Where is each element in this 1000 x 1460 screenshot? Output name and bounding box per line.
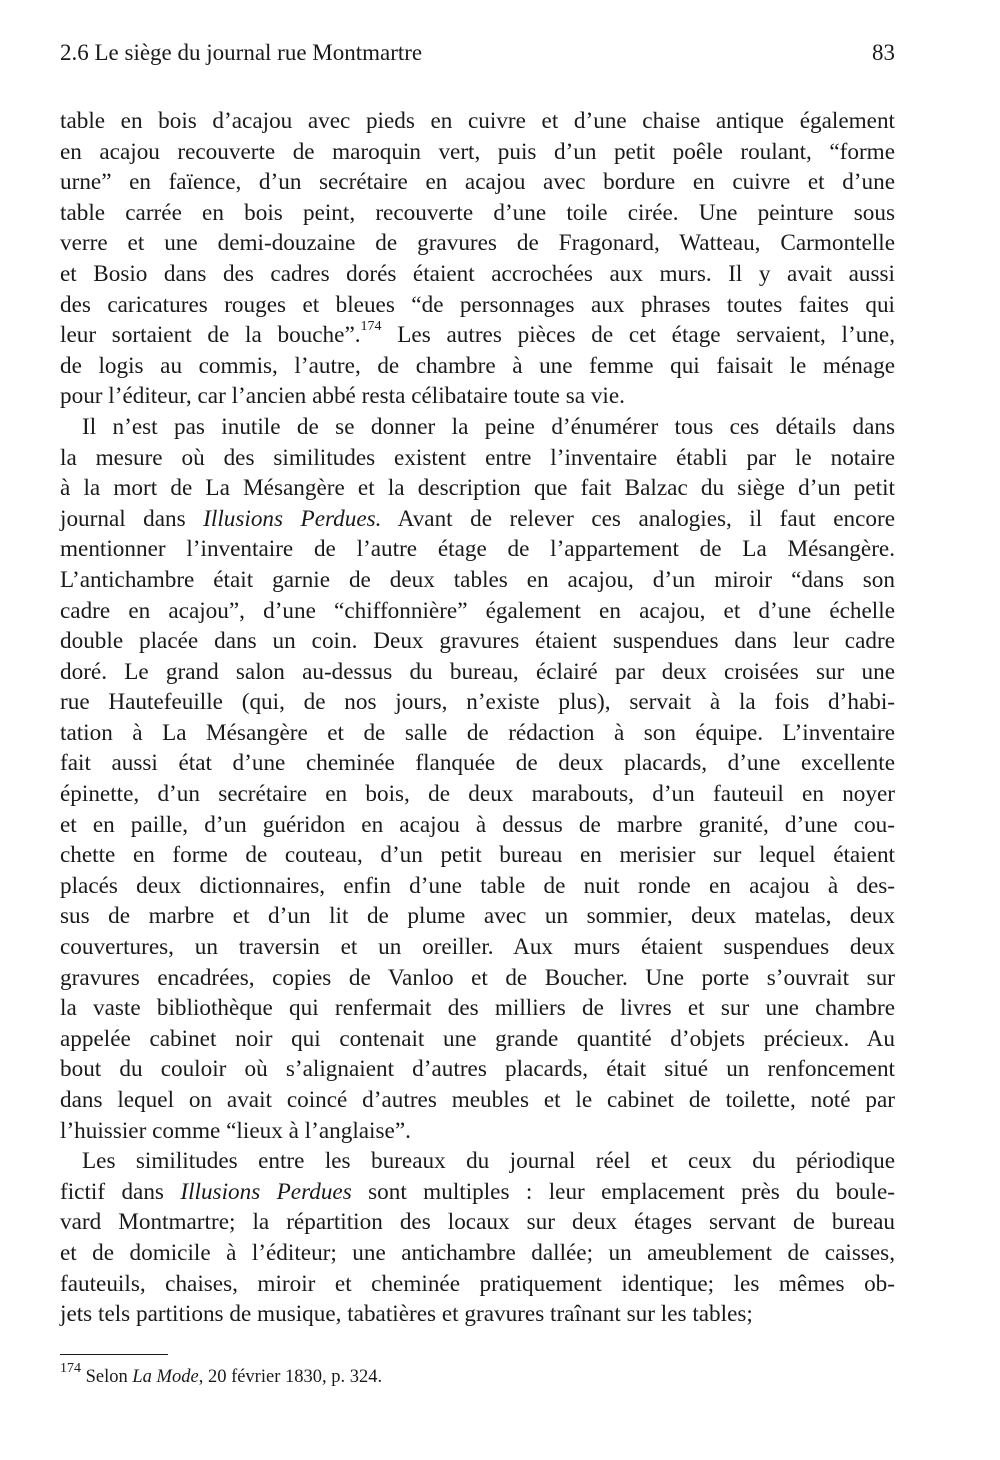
text-line bbox=[60, 320, 895, 351]
text-line: Il n’est pas inutile de se donner la peine d’énumérer tous ces détails dans bbox=[82, 413, 895, 440]
text-line: fait aussi état d’une cheminée flanquée de deux placards, d’une excellente bbox=[60, 750, 895, 777]
footnote-reference: 174 bbox=[360, 319, 382, 335]
footnote-text-after: , 20 février 1830, p. 324. bbox=[198, 1367, 383, 1387]
text-line: en acajou recouverte de maroquin vert, puis d’un petit poêle roulant, “forme bbox=[60, 138, 895, 165]
text-line: verre et une demi-douzaine de gravures de Fragonard, Watteau, Carmontelle bbox=[60, 230, 895, 257]
text-line: gravures encadrées, copies de Vanloo et de Boucher. Une porte s’ouvrait sur bbox=[60, 964, 895, 991]
line-segment: journal dans bbox=[60, 505, 204, 532]
footnote-174 bbox=[60, 1360, 383, 1390]
paragraph bbox=[60, 1146, 895, 1330]
text-line: sus de marbre et d’un lit de plume avec un sommier, deux matelas, deux bbox=[60, 903, 895, 930]
text-line: bout du couloir où s’alignaient d’autres placards, était situé un renfoncement bbox=[60, 1056, 895, 1083]
text-line: table en bois d’acajou avec pieds en cuivre et d’une chaise antique également bbox=[60, 108, 895, 134]
text-line: et Bosio dans des cadres dorés étaient accrochées aux murs. Il y avait aussi bbox=[60, 260, 895, 287]
text-line: fauteuils, chaises, miroir et cheminée pratiquement identique; les mêmes ob- bbox=[60, 1270, 895, 1297]
text-line: mentionner l’inventaire de l’autre étage de l’appartement de La Mésangère. bbox=[60, 536, 895, 563]
text-line: et en paille, d’un guéridon en acajou à dessus de marbre granité, d’une cou- bbox=[60, 811, 895, 838]
line-segment: fictif dans bbox=[60, 1178, 181, 1205]
text-line: cadre en acajou”, d’une “chiffonnière” également en acajou, et d’une échelle bbox=[60, 597, 895, 624]
text-line: double placée dans un coin. Deux gravures étaient suspendues dans leur cadre bbox=[60, 628, 895, 655]
text-line: épinette, d’un secrétaire en bois, de deux marabouts, d’un fauteuil en noyer bbox=[60, 781, 895, 808]
footnote-marker: 174 bbox=[60, 1360, 81, 1376]
text-line: de logis au commis, l’autre, de chambre à une femme qui faisait le ménage bbox=[60, 352, 895, 379]
text-line: vard Montmartre; la répartition des locaux sur deux étages servant de bureau bbox=[60, 1209, 895, 1236]
text-line: appelée cabinet noir qui contenait une grande quantité d’objets précieux. Au bbox=[60, 1025, 895, 1052]
section-title: 2.6 Le siège du journal rue Montmartre bbox=[60, 40, 423, 65]
text-line: tation à La Mésangère et de salle de rédaction à son équipe. L’inventaire bbox=[60, 719, 895, 746]
footnote-text-before: Selon bbox=[81, 1367, 133, 1387]
text-line: Les similitudes entre les bureaux du journal réel et ceux du périodique bbox=[82, 1148, 895, 1175]
page-number: 83 bbox=[872, 40, 895, 65]
paragraph bbox=[60, 412, 895, 1146]
text-line: L’antichambre était garnie de deux tables en acajou, d’un miroir “dans son bbox=[60, 566, 895, 593]
text-line: dans lequel on avait coincé d’autres meubles et le cabinet de toilette, noté par bbox=[60, 1087, 895, 1113]
paragraph bbox=[60, 106, 895, 412]
text-line: la mesure où des similitudes existent entre l’inventaire établi par le notaire bbox=[60, 444, 895, 471]
text-line: placés deux dictionnaires, enfin d’une table de nuit ronde en acajou à des- bbox=[60, 872, 895, 899]
book-title: Illusions Perdues. bbox=[203, 505, 382, 532]
line-segment: Avant de relever ces analogies, il faut encore bbox=[381, 505, 896, 532]
line-segment: leur sortaient de la bouche”. bbox=[60, 322, 361, 349]
text-line bbox=[60, 504, 895, 535]
text-line: l’huissier comme “lieux à l’anglaise”. bbox=[60, 1117, 411, 1144]
book-page bbox=[60, 0, 895, 1460]
running-header bbox=[60, 38, 895, 68]
footnote-source-title: La Mode bbox=[132, 1367, 199, 1387]
text-line: et de domicile à l’éditeur; une antichambre dallée; un ameublement de caisses, bbox=[60, 1239, 895, 1266]
text-line: rue Hautefeuille (qui, de nos jours, n’existe plus), servait à la fois d’habi- bbox=[60, 689, 895, 716]
book-title: Illusions Perdues bbox=[180, 1178, 352, 1205]
body-text bbox=[60, 106, 895, 1330]
text-line: couvertures, un traversin et un oreiller. Aux murs étaient suspendues deux bbox=[60, 934, 895, 961]
text-line: la vaste bibliothèque qui renfermait des milliers de livres et sur une chambre bbox=[60, 995, 895, 1022]
text-line: jets tels partitions de musique, tabatières et gravures traînant sur les tables; bbox=[60, 1301, 753, 1328]
text-line: table carrée en bois peint, recouverte d’une toile cirée. Une peinture sous bbox=[60, 199, 895, 226]
text-line: doré. Le grand salon au-dessus du bureau, éclairé par deux croisées sur une bbox=[60, 658, 895, 685]
text-line bbox=[60, 1177, 895, 1208]
line-segment: Les autres pièces de cet étage servaient, l’une, bbox=[381, 322, 895, 349]
text-line: urne” en faïence, d’un secrétaire en acajou avec bordure en cuivre et d’une bbox=[60, 169, 895, 196]
text-line: à la mort de La Mésangère et la description que fait Balzac du siège d’un petit bbox=[60, 475, 895, 502]
text-line: chette en forme de couteau, d’un petit bureau en merisier sur lequel étaient bbox=[60, 842, 895, 869]
line-segment: sont multiples : leur emplacement près du boule- bbox=[351, 1178, 895, 1205]
text-line: des caricatures rouges et bleues “de personnages aux phrases toutes faites qui bbox=[60, 291, 895, 318]
footnote-divider bbox=[60, 1354, 168, 1355]
text-line: pour l’éditeur, car l’ancien abbé resta célibataire toute sa vie. bbox=[60, 383, 625, 410]
